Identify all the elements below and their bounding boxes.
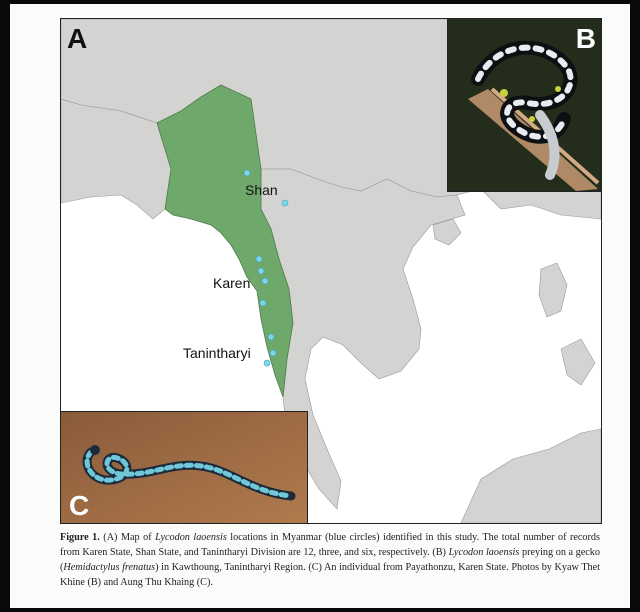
- record-marker: [264, 360, 270, 366]
- photo-panel-b: [447, 19, 602, 192]
- caption-text-4: ) in Kawthoung, Tanintharyi Region. (C) An individual from Payathonzu, Karen State. Photos by Kyaw Thet Khine (B) and Aung Thu Khaing (C).: [60, 562, 601, 588]
- panel-label-b: B: [575, 23, 596, 54]
- snake-on-ground-photo: [61, 412, 307, 524]
- caption-text-3: preying on a gecko (: [60, 547, 600, 573]
- photo-panel-c: [61, 411, 308, 524]
- paper-page: [10, 4, 630, 608]
- caption-text-1: (A) Map of: [99, 532, 156, 543]
- figure-caption: [60, 530, 600, 590]
- figure-1: [60, 18, 602, 524]
- record-marker: [244, 170, 250, 176]
- caption-label: Figure 1.: [60, 532, 100, 543]
- panel-label-c: C: [69, 490, 90, 521]
- record-marker: [258, 268, 264, 274]
- record-marker: [268, 334, 274, 340]
- map-label-shan: Shan: [245, 182, 278, 198]
- caption-species-2: Lycodon laoensis: [448, 547, 520, 558]
- record-marker: [260, 300, 266, 306]
- record-marker: [270, 350, 276, 356]
- caption-text-2: locations in Myanmar (blue circles) identified in this study. The total number of records from Karen State, Shan State, and Tanintharyi Division are 12, three, and six, respectively. (B): [60, 532, 600, 558]
- caption-species-1: Lycodon laoensis: [155, 532, 227, 543]
- caption-species-3: Hemidactylus frenatus: [63, 562, 156, 573]
- record-marker: [256, 256, 262, 262]
- record-marker: [282, 200, 288, 206]
- map-label-tanintharyi: Tanintharyi: [183, 345, 251, 361]
- record-marker: [262, 278, 268, 284]
- panel-label-a: A: [67, 23, 88, 54]
- map-label-karen: Karen: [213, 275, 251, 291]
